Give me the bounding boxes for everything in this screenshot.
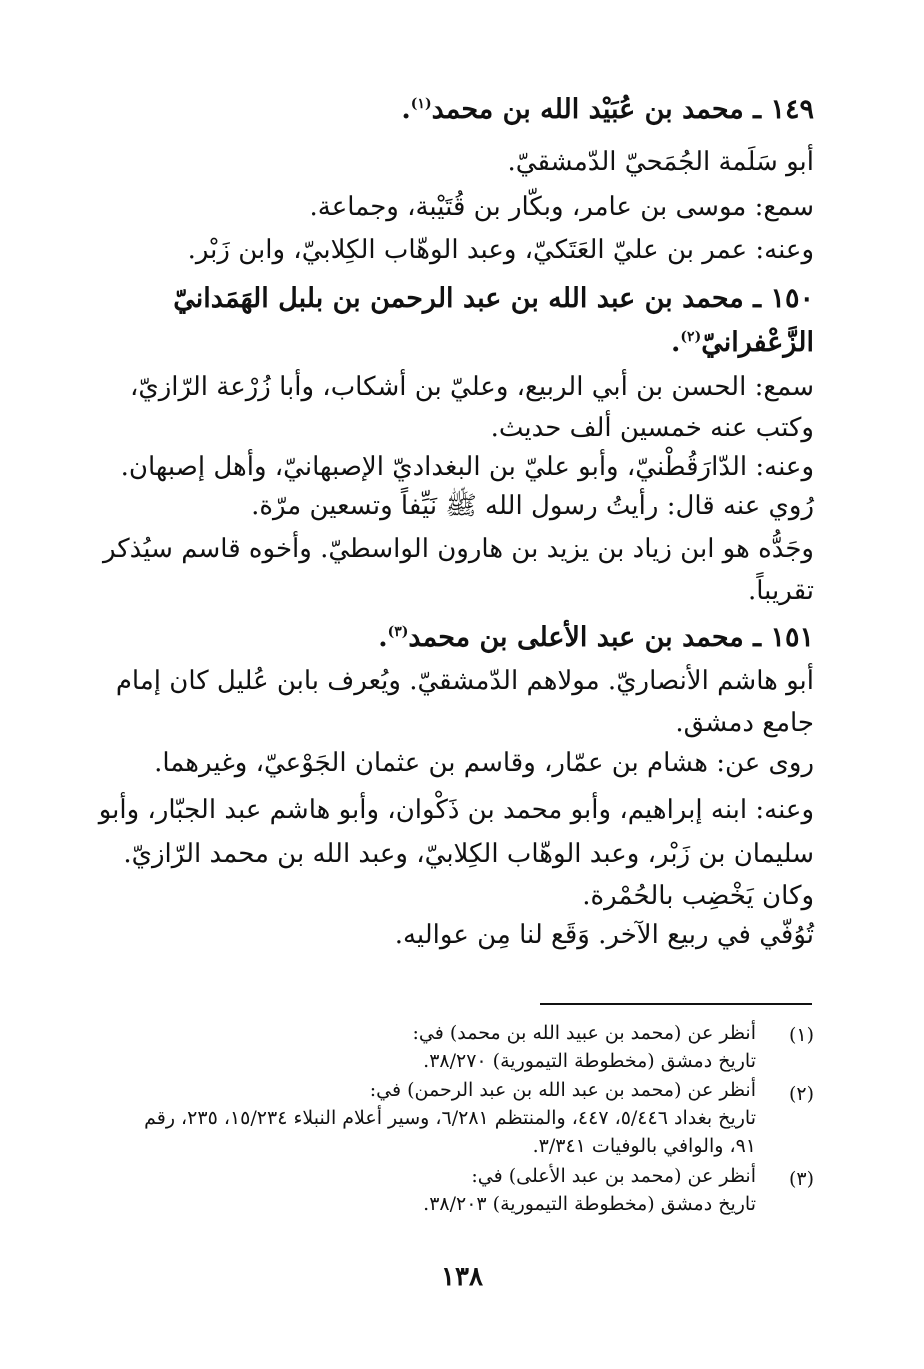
entry-line: تُوُفّي في ربيع الآخر. وَقَع لنا مِن عواليه.	[394, 920, 814, 950]
footnote-mark: (٣)	[387, 624, 409, 640]
entry-line: وجَدُّه هو ابن زياد بن يزيد بن هارون الواسطيّ. وأخوه قاسم سيُذكر	[102, 534, 814, 564]
heading-punctuation: .	[401, 94, 411, 125]
footnote-separator	[540, 1003, 812, 1005]
entry-line: جامع دمشق.	[675, 708, 814, 738]
entry-line: وعنه: ابنه إبراهيم، وأبو محمد بن ذَكْوان، وأبو هاشم عبد الجبّار، وأبو	[98, 795, 814, 825]
entry-line: وعنه: الدّارَقُطْنيّ، وأبو عليّ بن البغداديّ الإصبهانيّ، وأهل إصبهان.	[120, 452, 814, 482]
entry-line: وعنه: عمر بن عليّ العَتَكيّ، وعبد الوهّاب الكِلابيّ، وابن زَبْر.	[187, 235, 814, 265]
footnote-mark: (١)	[410, 96, 432, 112]
entry-line: سليمان بن زَبْر، وعبد الوهّاب الكِلابيّ، وعبد الله بن محمد الرّازيّ.	[123, 839, 814, 869]
page-number: ١٣٨	[441, 1262, 483, 1292]
heading-punctuation: .	[671, 327, 681, 358]
entry-heading-151	[378, 622, 814, 654]
entry-line: روى عن: هشام بن عمّار، وقاسم بن عثمان الجَوْعيّ، وغيرهما.	[154, 748, 814, 778]
footnote-line: أنظر عن (محمد بن عبد الله بن عبد الرحمن) في:	[369, 1079, 756, 1101]
entry-title: ١٥١ ـ محمد بن عبد الأعلى بن محمد	[408, 622, 814, 653]
entry-line: وكان يَخْضِب بالحُمْرة.	[582, 881, 814, 911]
entry-heading-149	[401, 94, 814, 126]
entry-heading-150-continued	[671, 327, 814, 359]
footnote-mark: (٢)	[680, 329, 702, 345]
footnote-line: تاريخ بغداد ٥/٤٤٦، ٤٤٧، والمنتظم ٦/٢٨١، وسير أعلام النبلاء ١٥/٢٣٤، ٢٣٥، رقم	[144, 1107, 756, 1129]
heading-punctuation: .	[378, 622, 388, 653]
entry-line: وكتب عنه خمسين ألف حديث.	[490, 413, 814, 443]
entry-line: سمع: موسى بن عامر، وبكّار بن قُتَيْبة، وجماعة.	[309, 192, 814, 222]
footnote-line: تاريخ دمشق (مخطوطة التيمورية) ٣٨/٢٠٣.	[423, 1193, 756, 1215]
entry-line: أبو سَلَمة الجُمَحيّ الدّمشقيّ.	[507, 147, 814, 177]
entry-line: أبو هاشم الأنصاريّ. مولاهم الدّمشقيّ. ويُعرف بابن عُليل كان إمام	[115, 666, 814, 696]
footnote-line: أنظر عن (محمد بن عبد الأعلى) في:	[471, 1165, 756, 1187]
entry-title: ١٤٩ ـ محمد بن عُبَيْد الله بن محمد	[431, 94, 814, 125]
footnote-line: أنظر عن (محمد بن عبيد الله بن محمد) في:	[412, 1022, 756, 1044]
footnote-line: تاريخ دمشق (مخطوطة التيمورية) ٣٨/٢٧٠.	[423, 1050, 756, 1072]
entry-title-continued: الزَّعْفرانيّ	[701, 327, 814, 358]
footnote-number: (٢)	[788, 1083, 814, 1105]
entry-heading-150: ١٥٠ ـ محمد بن عبد الله بن عبد الرحمن بن بلبل الهَمَدانيّ	[173, 283, 814, 314]
footnote-line: ٩١، والوافي بالوفيات ٣/٣٤١.	[532, 1135, 756, 1157]
entry-line: رُوي عنه قال: رأيتُ رسول الله ﷺ نَيِّفاً وتسعين مرّة.	[251, 491, 814, 521]
entry-line: سمع: الحسن بن أبي الربيع، وعليّ بن أشكاب، وأبا زُرْعة الرّازيّ،	[130, 372, 814, 402]
entry-line: تقريباً.	[747, 576, 814, 606]
footnote-number: (١)	[788, 1024, 814, 1046]
footnote-number: (٣)	[788, 1168, 814, 1190]
